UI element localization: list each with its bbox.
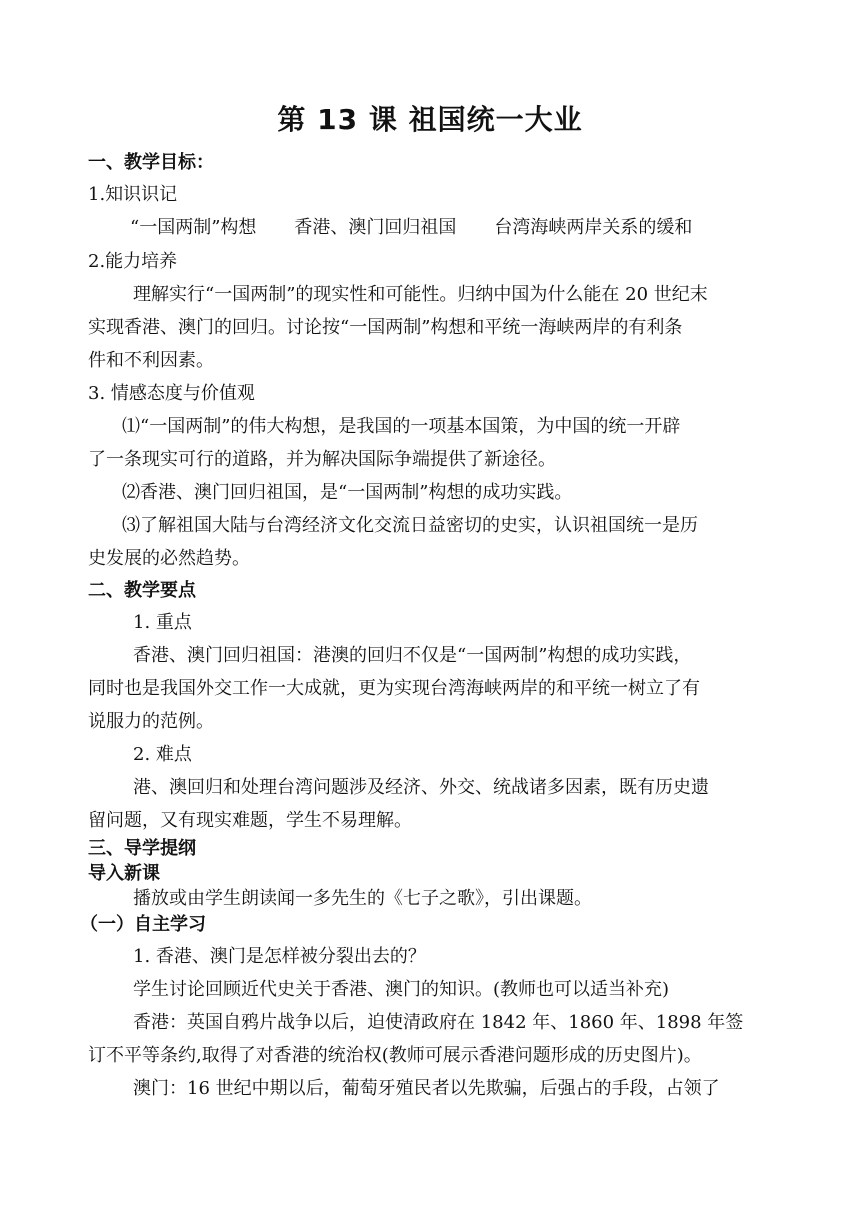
- paragraph-line: ⑵香港、澳门回归祖国，是“一国两制”构想的成功实践。: [122, 482, 573, 503]
- paragraph-line: 香港、澳门回归祖国：港澳的回归不仅是“一国两制”构想的成功实践，: [133, 645, 692, 666]
- paragraph-line: 港、澳回归和处理台湾问题涉及经济、外交、统战诸多因素，既有历史遗: [133, 777, 709, 798]
- paragraph-line: ⑶了解祖国大陆与台湾经济文化交流日益密切的史实，认识祖国统一是历: [122, 515, 698, 536]
- page-title: 第 13 课 祖国统一大业: [277, 103, 583, 136]
- knowledge-label: 1.知识识记: [88, 184, 178, 205]
- paragraph-line: 学生讨论回顾近代史关于香港、澳门的知识。(教师也可以适当补充): [133, 979, 670, 1000]
- paragraph-line: 订不平等条约,取得了对香港的统治权(教师可展示香港问题形成的历史图片)。: [88, 1045, 702, 1066]
- section-heading-keypoints: 二、教学要点: [88, 580, 196, 601]
- paragraph-line: ⑴“一国两制”的伟大构想，是我国的一项基本国策，为中国的统一开辟: [122, 416, 681, 437]
- paragraph-line: 香港：英国自鸦片战争以后，迫使清政府在 1842 年、1860 年、1898 年签: [133, 1012, 744, 1033]
- paragraph-line: 说服力的范例。: [88, 711, 214, 732]
- paragraph-line: 播放或由学生朗读闻一多先生的《七子之歌》，引出课题。: [133, 888, 592, 909]
- paragraph-line: 件和不利因素。: [88, 350, 214, 371]
- paragraph-line: 了一条现实可行的道路，并为解决国际争端提供了新途径。: [88, 449, 556, 470]
- section-heading-objectives: 一、教学目标：: [88, 152, 214, 173]
- knowledge-items: [130, 213, 692, 239]
- paragraph-line: 澳门：16 世纪中期以后，葡萄牙殖民者以先欺骗，后强占的手段，占领了: [133, 1078, 720, 1099]
- difficulty-label: 2. 难点: [133, 744, 192, 765]
- question-line: 1. 香港、澳门是怎样被分裂出去的？: [133, 946, 426, 967]
- paragraph-line: 留问题，又有现实难题，学生不易理解。: [88, 810, 412, 831]
- self-study-heading: （一）自主学习: [80, 914, 206, 935]
- section-heading-outline: 三、导学提纲: [88, 838, 196, 859]
- knowledge-item: “一国两制”构想: [130, 217, 257, 238]
- emotion-label: 3. 情感态度与价值观: [88, 383, 255, 404]
- paragraph-line: 理解实行“一国两制”的现实性和可能性。归纳中国为什么能在 20 世纪末: [133, 284, 708, 305]
- intro-heading: 导入新课: [88, 863, 160, 884]
- knowledge-item: 台湾海峡两岸关系的缓和: [494, 217, 693, 238]
- paragraph-line: 同时也是我国外交工作一大成就，更为实现台湾海峡两岸的和平统一树立了有: [88, 678, 700, 699]
- ability-label: 2.能力培养: [88, 251, 178, 272]
- paragraph-line: 史发展的必然趋势。: [88, 548, 250, 569]
- knowledge-item: 香港、澳门回归祖国: [294, 217, 457, 238]
- paragraph-line: 实现香港、澳门的回归。讨论按“一国两制”构想和平统一海峡两岸的有利条: [88, 317, 683, 338]
- keypoint-label: 1. 重点: [133, 612, 192, 633]
